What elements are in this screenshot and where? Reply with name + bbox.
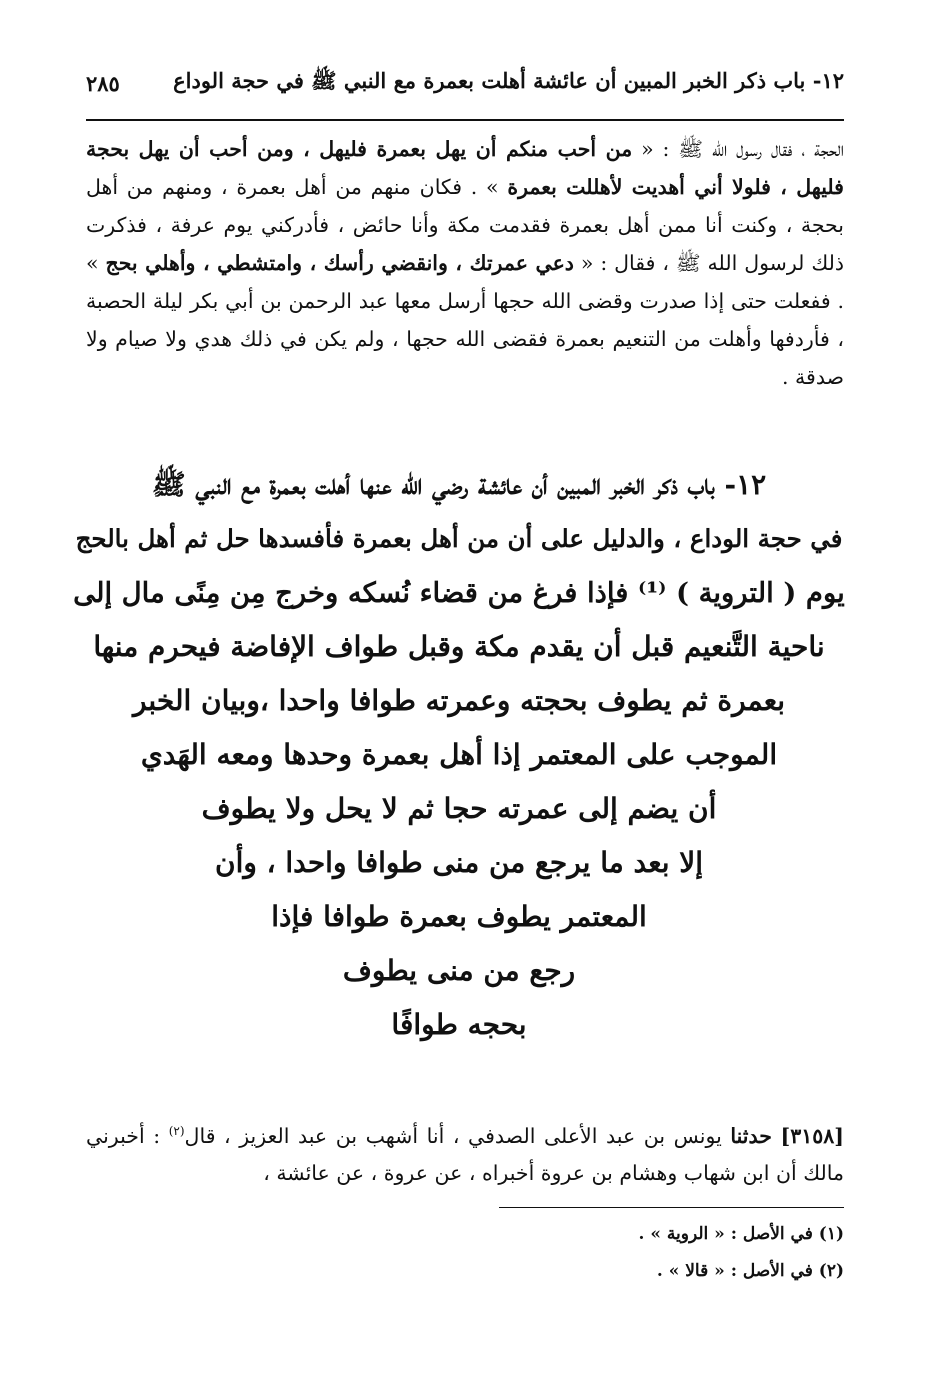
footnotes bbox=[86, 1216, 844, 1290]
heading-line: ناحية التَّنعيم قبل أن يقدم مكة وقبل طواف الإفاضة فيحرم منها bbox=[93, 630, 825, 663]
running-title: ١٢- باب ذكر الخبر المبين أن عائشة أهلت بعمرة مع النبي ﷺ في حجة الوداع bbox=[173, 67, 844, 93]
heading-line: المعتمر يطوف بعمرة طوافا فإذا bbox=[271, 900, 647, 933]
prophetic-speech: من أحب منكم أن يهل بعمرة فليهل ، ومن أحب أن يهل بحجة فليهل ، فلولا أني أهديت لأهللت بعمرة bbox=[86, 137, 844, 199]
heading-line: في حجة الوداع ، والدليل على أن من أهل بعمرة فأفسدها حل ثم أهل بالحج bbox=[75, 524, 843, 553]
heading-line: الموجب على المعتمر إذا أهل بعمرة وحدها ومعه الهَدي bbox=[140, 738, 778, 771]
transmission-term: حدثنا bbox=[730, 1124, 772, 1148]
running-header bbox=[86, 62, 844, 104]
heading-line: بحجه طوافًا bbox=[391, 1008, 527, 1041]
heading-line: بعمرة ثم يطوف بحجته وعمرته طوافا واحدا ،وبيان الخبر bbox=[132, 684, 786, 717]
hadith-narrative bbox=[86, 130, 844, 396]
narrative-text: الحجة ، فقال رسول الله ﷺ : « bbox=[641, 137, 844, 161]
heading-line: رجع من منى يطوف bbox=[342, 954, 576, 987]
prophetic-speech: دعي عمرتك ، وانقضي رأسك ، وامتشطي ، وأهلي بحج bbox=[105, 251, 574, 275]
isnad-text: : أخبرني مالك أن ابن شهاب وهشام بن عروة أخبراه ، عن عروة ، عن عائشة ، bbox=[86, 1124, 844, 1185]
chapter-heading bbox=[70, 458, 848, 1052]
header-rule bbox=[86, 119, 844, 121]
narrative-text: » . فكان منهم من أهل بعمرة ، ومنهم من أهل بحجة ، وكنت أنا ممن أهل بعمرة فقدمت مكة وأنا حائض ، فأدركني يوم عرفة ، فذكرت ذلك لرسول الله ﷺ ، فقال : « bbox=[86, 175, 844, 275]
hadith-isnad bbox=[86, 1118, 844, 1192]
footnote: (٢) في الأصل : « قالا » . bbox=[656, 1261, 844, 1281]
heading-line: يوم ( التروية ) ⁽¹⁾ فإذا فرغ من قضاء نُسكه وخرج مِن مِنًى مال إلى bbox=[73, 577, 845, 609]
footnote-rule bbox=[499, 1207, 844, 1208]
footnote-ref: (٢) bbox=[168, 1124, 185, 1139]
footnote: (١) في الأصل : « الروية » . bbox=[638, 1224, 844, 1244]
isnad-text: يونس بن عبد الأعلى الصدفي ، أنا أشهب بن عبد العزيز ، قال bbox=[184, 1124, 722, 1148]
heading-line: ١٢- باب ذكر الخبر المبين أن عائشة رضي الله عنها أهلت بعمرة مع النبي ﷺ bbox=[151, 468, 767, 501]
hadith-number: [٣١٥٨] bbox=[780, 1124, 844, 1148]
page-number: ٢٨٥ bbox=[86, 70, 120, 96]
heading-line: إلا بعد ما يرجع من منى طوافا واحدا ، وأن bbox=[215, 846, 703, 879]
heading-line: أن يضم إلى عمرته حجا ثم لا يحل ولا يطوف bbox=[201, 792, 717, 825]
narrative-text: » . ففعلت حتى إذا صدرت وقضى الله حجها أرسل معها عبد الرحمن بن أبي بكر ليلة الحصبة ، فأردفها وأهلت من التنعيم بعمرة فقضى الله حجها ، ولم يكن في ذلك هدي ولا صيام ولا صدقة . bbox=[86, 251, 844, 389]
